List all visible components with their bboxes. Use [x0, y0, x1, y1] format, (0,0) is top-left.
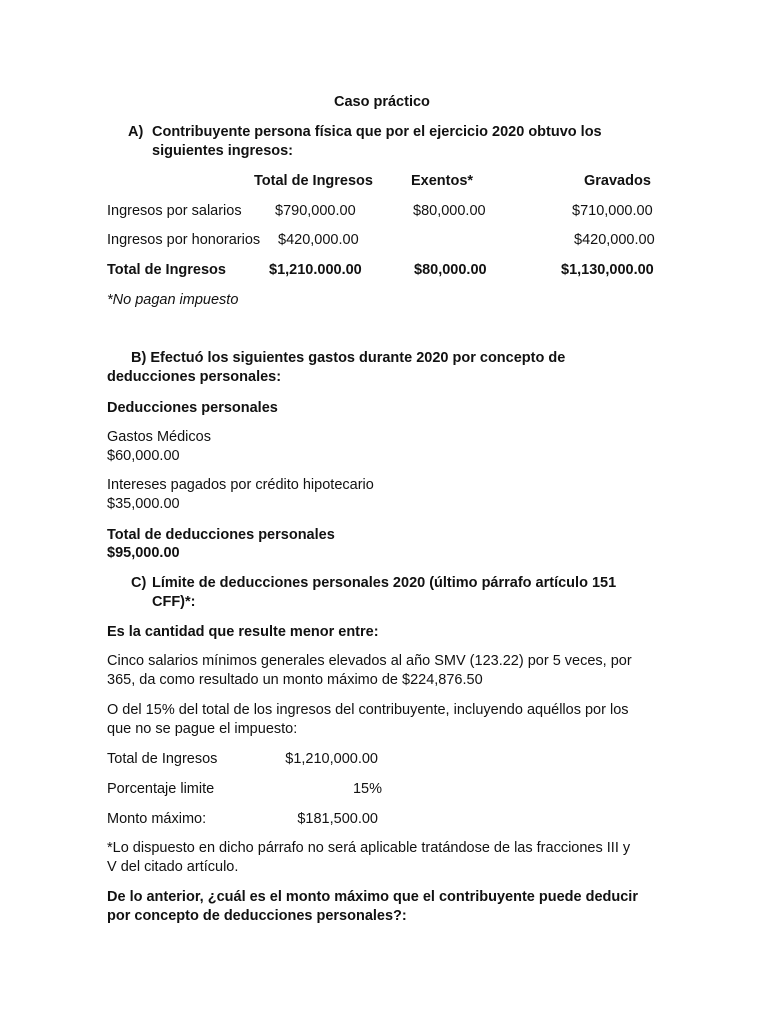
- header-exentos: Exentos*: [411, 173, 474, 189]
- row-exentos: $80,000.00: [413, 203, 486, 219]
- para1-line1: Cinco salarios mínimos generales elevados al año SMV (123.22) por 5 veces, por: [107, 653, 632, 669]
- para2-line2: que no se pague el impuesto:: [107, 721, 298, 737]
- income-note: *No pagan impuesto: [107, 292, 239, 308]
- total-gravados: $1,130,000.00: [561, 262, 654, 278]
- row-gravados: $420,000.00: [574, 232, 655, 248]
- section-c-marker: C): [131, 575, 147, 591]
- section-a-line2: siguientes ingresos:: [152, 143, 294, 159]
- page-title: Caso práctico: [334, 94, 430, 110]
- deductions-heading: Deducciones personales: [107, 400, 278, 416]
- section-c-subheading: Es la cantidad que resulte menor entre:: [107, 624, 379, 640]
- section-b-line1: B) Efectuó los siguientes gastos durante 2020 por concepto de: [131, 350, 566, 366]
- question-line2: por concepto de deducciones personales?:: [107, 908, 407, 924]
- deductions-total-amount: $95,000.00: [107, 545, 180, 561]
- deduction-amount: $60,000.00: [107, 448, 180, 464]
- note-line1: *Lo dispuesto en dicho párrafo no será aplicable tratándose de las fracciones III y: [107, 840, 631, 856]
- calc-value: 15%: [352, 781, 382, 797]
- note-line2: V del citado artículo.: [107, 859, 239, 875]
- deductions-total-label: Total de deducciones personales: [107, 527, 335, 543]
- section-a-marker: A): [128, 124, 144, 140]
- calc-value: $181,500.00: [297, 811, 378, 827]
- row-gravados: $710,000.00: [572, 203, 653, 219]
- row-label: Ingresos por honorarios: [107, 232, 261, 248]
- section-a-line1: Contribuyente persona física que por el ejercicio 2020 obtuvo los: [152, 124, 602, 140]
- calc-label: Total de Ingresos: [107, 751, 218, 767]
- row-label: Ingresos por salarios: [107, 203, 242, 219]
- header-total: Total de Ingresos: [254, 173, 373, 189]
- header-gravados: Gravados: [584, 173, 651, 189]
- deduction-amount: $35,000.00: [107, 496, 180, 512]
- deduction-label: Gastos Médicos: [107, 429, 211, 445]
- para1-line2: 365, da como resultado un monto máximo de $224,876.50: [107, 672, 483, 688]
- question-line1: De lo anterior, ¿cuál es el monto máximo que el contribuyente puede deducir: [107, 889, 638, 905]
- total-label: Total de Ingresos: [107, 262, 226, 278]
- row-total: $420,000.00: [278, 232, 359, 248]
- calc-value: $1,210,000.00: [285, 751, 378, 767]
- section-b-line2: deducciones personales:: [107, 369, 282, 385]
- section-c-line2: CFF)*:: [152, 594, 196, 610]
- deduction-label: Intereses pagados por crédito hipotecario: [107, 477, 374, 493]
- row-total: $790,000.00: [275, 203, 356, 219]
- calc-label: Monto máximo:: [107, 811, 207, 827]
- calc-label: Porcentaje limite: [107, 781, 215, 797]
- total-total: $1,210.000.00: [269, 262, 362, 278]
- total-exentos: $80,000.00: [414, 262, 487, 278]
- para2-line1: O del 15% del total de los ingresos del contribuyente, incluyendo aquéllos por los: [107, 702, 629, 718]
- section-c-line1: Límite de deducciones personales 2020 (último párrafo artículo 151: [152, 575, 617, 591]
